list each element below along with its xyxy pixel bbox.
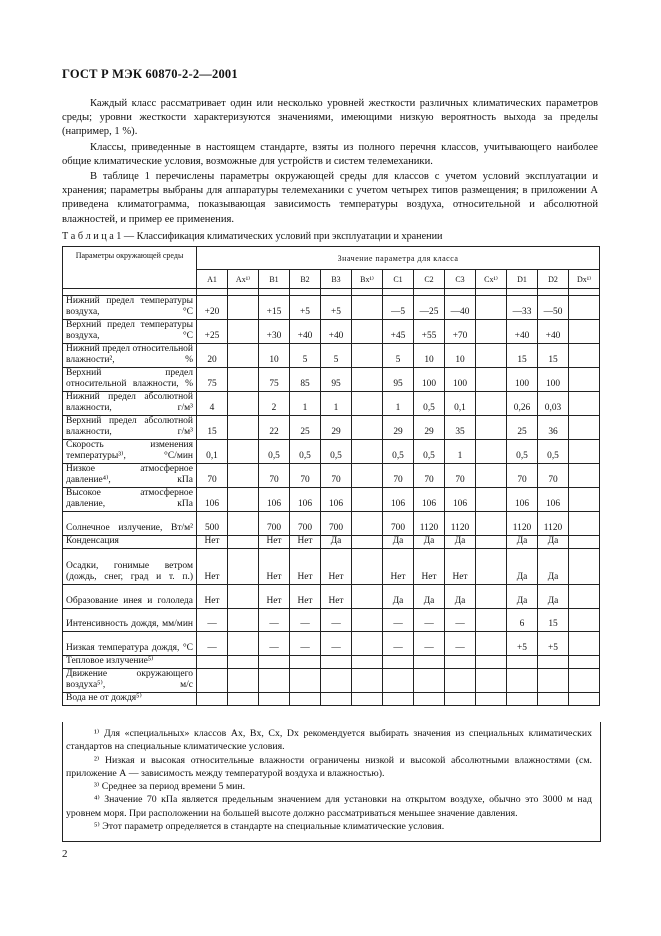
value-cell: Нет <box>321 549 352 585</box>
value-cell <box>290 693 321 706</box>
value-cell: — <box>259 609 290 632</box>
value-cell: Нет <box>197 536 228 549</box>
value-cell: 1120 <box>507 512 538 536</box>
value-cell: 1 <box>290 392 321 416</box>
value-cell: Да <box>383 585 414 609</box>
value-cell <box>228 669 259 693</box>
value-cell <box>569 585 600 609</box>
value-cell: 0,1 <box>445 392 476 416</box>
value-cell <box>383 693 414 706</box>
value-cell: Нет <box>445 549 476 585</box>
value-cell: — <box>414 632 445 656</box>
param-cell: Тепловое излучение⁵⁾ <box>63 656 197 669</box>
param-cell: Конденсация <box>63 536 197 549</box>
value-cell: 0,26 <box>507 392 538 416</box>
value-cell <box>228 392 259 416</box>
param-cell: Осадки, гонимые ветром (дождь, снег, град и т. п.) <box>63 549 197 585</box>
value-cell <box>507 656 538 669</box>
value-cell <box>383 669 414 693</box>
param-header: Параметры окружающей среды <box>63 247 197 289</box>
footnote: ²⁾ Низкая и высокая относительные влажности ограничены низкой и высокой абсолютными влажностями (см. приложение А — зависимость между температурой воздуха и влажностью). <box>66 754 592 779</box>
param-cell: Нижний предел относительной влажности², % <box>63 344 197 368</box>
value-cell: Да <box>538 536 569 549</box>
table-row <box>63 368 600 392</box>
value-cell <box>228 585 259 609</box>
value-cell <box>569 536 600 549</box>
value-cell <box>476 368 507 392</box>
value-cell: +70 <box>445 320 476 344</box>
class-column-header: Dx¹⁾ <box>569 270 600 289</box>
value-cell: 10 <box>414 344 445 368</box>
table-row <box>63 440 600 464</box>
value-cell: 70 <box>414 464 445 488</box>
value-cell: 1120 <box>538 512 569 536</box>
value-cell: 10 <box>259 344 290 368</box>
value-cell: 20 <box>197 344 228 368</box>
value-cell: +20 <box>197 296 228 320</box>
value-cell: Нет <box>290 585 321 609</box>
value-cell: 0,5 <box>321 440 352 464</box>
value-cell: — <box>445 632 476 656</box>
footnote: ³⁾ Среднее за период времени 5 мин. <box>94 781 246 793</box>
value-cell: +40 <box>538 320 569 344</box>
value-cell: Нет <box>290 549 321 585</box>
value-cell: 1120 <box>414 512 445 536</box>
class-column-header: B2 <box>290 270 321 289</box>
class-column-header: C3 <box>445 270 476 289</box>
value-cell <box>352 656 383 669</box>
param-cell: Верхний предел относительной влажности, % <box>63 368 197 392</box>
value-cell: Да <box>383 536 414 549</box>
value-cell: 70 <box>507 464 538 488</box>
value-cell <box>476 609 507 632</box>
value-cell: 0,5 <box>538 440 569 464</box>
value-cell: 36 <box>538 416 569 440</box>
value-cell: Нет <box>259 536 290 549</box>
value-cell <box>569 368 600 392</box>
class-column-header: Ax¹⁾ <box>228 270 259 289</box>
value-cell <box>569 669 600 693</box>
value-cell <box>352 609 383 632</box>
value-cell: +5 <box>321 296 352 320</box>
value-cell: — <box>290 609 321 632</box>
value-cell <box>228 693 259 706</box>
value-cell: — <box>290 632 321 656</box>
value-group-header: Значение параметра для класса <box>197 247 600 270</box>
value-cell <box>476 536 507 549</box>
value-cell <box>569 344 600 368</box>
value-cell <box>414 656 445 669</box>
param-cell: Высокое атмосферное давление, кПа <box>63 488 197 512</box>
value-cell <box>228 320 259 344</box>
param-cell: Скорость изменения температуры³⁾, °С/мин <box>63 440 197 464</box>
value-cell: 75 <box>197 368 228 392</box>
class-column-header: C2 <box>414 270 445 289</box>
value-cell: 5 <box>383 344 414 368</box>
value-cell: —25 <box>414 296 445 320</box>
value-cell <box>290 656 321 669</box>
value-cell <box>352 488 383 512</box>
class-column-header: A1 <box>197 270 228 289</box>
value-cell <box>507 693 538 706</box>
value-cell: +5 <box>538 632 569 656</box>
value-cell <box>569 656 600 669</box>
table-row <box>63 609 600 632</box>
value-cell <box>259 656 290 669</box>
value-cell <box>352 585 383 609</box>
value-cell: 25 <box>290 416 321 440</box>
param-cell: Низкая температура дождя, °С <box>63 632 197 656</box>
class-column-header: Cx¹⁾ <box>476 270 507 289</box>
value-cell: 70 <box>538 464 569 488</box>
value-cell <box>476 464 507 488</box>
value-cell <box>476 632 507 656</box>
value-cell <box>352 669 383 693</box>
value-cell: — <box>197 609 228 632</box>
value-cell <box>197 669 228 693</box>
class-column-header: D1 <box>507 270 538 289</box>
value-cell <box>507 669 538 693</box>
param-cell: Образование инея и гололеда <box>63 585 197 609</box>
table-row <box>63 656 600 669</box>
param-cell: Солнечное излучение, Вт/м² <box>63 512 197 536</box>
climate-table <box>62 246 600 706</box>
value-cell: Нет <box>197 585 228 609</box>
value-cell: — <box>383 632 414 656</box>
value-cell: Да <box>445 585 476 609</box>
value-cell: — <box>197 632 228 656</box>
value-cell: Нет <box>290 536 321 549</box>
value-cell: 5 <box>290 344 321 368</box>
value-cell: 75 <box>259 368 290 392</box>
value-cell <box>445 693 476 706</box>
value-cell: 0,5 <box>383 440 414 464</box>
footnote: ¹⁾ Для «специальных» классов Ax, Bx, Cx, Dx рекомендуется выбирать значения из специальных климатических стандартов на специальные климатические условия. <box>66 728 592 753</box>
value-cell: —40 <box>445 296 476 320</box>
value-cell <box>352 392 383 416</box>
value-cell: 15 <box>197 416 228 440</box>
value-cell <box>352 440 383 464</box>
value-cell <box>228 656 259 669</box>
value-cell: 1120 <box>445 512 476 536</box>
value-cell <box>290 669 321 693</box>
value-cell: —5 <box>383 296 414 320</box>
param-cell: Вода не от дождя⁵⁾ <box>63 693 197 706</box>
value-cell <box>228 440 259 464</box>
value-cell <box>476 656 507 669</box>
value-cell <box>569 440 600 464</box>
value-cell <box>414 669 445 693</box>
value-cell: 100 <box>445 368 476 392</box>
param-cell: Нижний предел абсолютной влажности, г/м³ <box>63 392 197 416</box>
class-column-header: B1 <box>259 270 290 289</box>
table-row <box>63 488 600 512</box>
value-cell: 106 <box>445 488 476 512</box>
value-cell: — <box>445 609 476 632</box>
value-cell <box>476 669 507 693</box>
value-cell: 0,5 <box>290 440 321 464</box>
value-cell <box>476 549 507 585</box>
value-cell: 1 <box>321 392 352 416</box>
value-cell <box>352 416 383 440</box>
param-cell: Верхний предел температуры воздуха, °С <box>63 320 197 344</box>
value-cell: Да <box>538 585 569 609</box>
table-row <box>63 416 600 440</box>
value-cell <box>352 296 383 320</box>
value-cell: Нет <box>259 585 290 609</box>
value-cell: Да <box>507 549 538 585</box>
value-cell: 500 <box>197 512 228 536</box>
value-cell: 70 <box>321 464 352 488</box>
table-row <box>63 392 600 416</box>
value-cell <box>383 656 414 669</box>
value-cell <box>569 464 600 488</box>
value-cell <box>476 392 507 416</box>
value-cell <box>352 512 383 536</box>
value-cell <box>259 693 290 706</box>
value-cell <box>476 440 507 464</box>
value-cell <box>569 512 600 536</box>
value-cell: 0,03 <box>538 392 569 416</box>
table-row <box>63 320 600 344</box>
value-cell: 0,1 <box>197 440 228 464</box>
param-cell: Нижний предел температуры воздуха, °С <box>63 296 197 320</box>
value-cell: Нет <box>414 549 445 585</box>
class-column-header: Bx¹⁾ <box>352 270 383 289</box>
value-cell: 0,5 <box>507 440 538 464</box>
value-cell <box>476 488 507 512</box>
value-cell <box>228 632 259 656</box>
value-cell <box>538 669 569 693</box>
value-cell <box>569 693 600 706</box>
value-cell: 1 <box>445 440 476 464</box>
value-cell: — <box>259 632 290 656</box>
value-cell <box>352 549 383 585</box>
value-cell <box>352 320 383 344</box>
value-cell: Нет <box>259 549 290 585</box>
value-cell: —33 <box>507 296 538 320</box>
value-cell <box>538 656 569 669</box>
value-cell: +30 <box>259 320 290 344</box>
value-cell: 70 <box>290 464 321 488</box>
value-cell: 106 <box>538 488 569 512</box>
value-cell: 95 <box>321 368 352 392</box>
value-cell: 106 <box>383 488 414 512</box>
value-cell <box>569 609 600 632</box>
value-cell <box>228 368 259 392</box>
value-cell: +5 <box>507 632 538 656</box>
value-cell: Да <box>445 536 476 549</box>
table-row <box>63 512 600 536</box>
footnote: ⁵⁾ Этот параметр определяется в стандарте на специальные климатические условия. <box>94 821 445 833</box>
value-cell: Нет <box>383 549 414 585</box>
table-row <box>63 344 600 368</box>
value-cell: 35 <box>445 416 476 440</box>
value-cell <box>445 656 476 669</box>
value-cell: 0,5 <box>414 392 445 416</box>
table-row <box>63 632 600 656</box>
value-cell <box>569 416 600 440</box>
value-cell <box>569 320 600 344</box>
paragraph: Каждый класс рассматривает один или несколько уровней жесткости различных климатических параметров среды; уровни жесткости характеризуются значениями, имеющими низкую вероятность выхода за пределы (например, 1 %). <box>62 98 598 138</box>
value-cell <box>476 416 507 440</box>
value-cell: 29 <box>321 416 352 440</box>
value-cell: 100 <box>538 368 569 392</box>
value-cell: 1 <box>383 392 414 416</box>
value-cell <box>445 669 476 693</box>
value-cell <box>228 549 259 585</box>
value-cell: 5 <box>321 344 352 368</box>
value-cell: +40 <box>321 320 352 344</box>
value-cell: 106 <box>197 488 228 512</box>
value-cell <box>228 512 259 536</box>
value-cell <box>321 693 352 706</box>
value-cell: 15 <box>538 344 569 368</box>
value-cell <box>538 693 569 706</box>
value-cell: 15 <box>538 609 569 632</box>
value-cell: 106 <box>321 488 352 512</box>
value-cell: 29 <box>383 416 414 440</box>
value-cell: 2 <box>259 392 290 416</box>
value-cell <box>352 344 383 368</box>
value-cell: +25 <box>197 320 228 344</box>
value-cell: 95 <box>383 368 414 392</box>
value-cell <box>569 296 600 320</box>
value-cell <box>321 669 352 693</box>
value-cell <box>476 693 507 706</box>
value-cell: 4 <box>197 392 228 416</box>
value-cell <box>569 632 600 656</box>
param-cell: Интенсивность дождя, мм/мин <box>63 609 197 632</box>
value-cell <box>259 669 290 693</box>
value-cell: 0,5 <box>259 440 290 464</box>
value-cell <box>352 368 383 392</box>
value-cell: — <box>321 632 352 656</box>
param-cell: Движение окружающего воздуха⁵⁾, м/с <box>63 669 197 693</box>
value-cell: 29 <box>414 416 445 440</box>
value-cell <box>352 632 383 656</box>
class-column-header: B3 <box>321 270 352 289</box>
value-cell: 106 <box>290 488 321 512</box>
value-cell <box>569 549 600 585</box>
value-cell: 700 <box>321 512 352 536</box>
value-cell: Да <box>507 536 538 549</box>
value-cell <box>197 693 228 706</box>
value-cell <box>228 464 259 488</box>
value-cell <box>569 488 600 512</box>
value-cell: Нет <box>321 585 352 609</box>
class-column-header: D2 <box>538 270 569 289</box>
value-cell: Да <box>538 549 569 585</box>
footnote: ⁴⁾ Значение 70 кПа является предельным значением для установки на открытом воздухе, обычно это 3000 м над уровнем моря. При расположении на большей высоте должно рассматриваться меньшее значение давления. <box>66 794 592 819</box>
value-cell: 100 <box>414 368 445 392</box>
value-cell <box>352 464 383 488</box>
value-cell: 700 <box>259 512 290 536</box>
footnotes <box>66 727 592 833</box>
table-row <box>63 693 600 706</box>
value-cell: Да <box>507 585 538 609</box>
value-cell: Да <box>414 536 445 549</box>
document-header: ГОСТ Р МЭК 60870-2-2—2001 <box>62 67 238 81</box>
value-cell: Да <box>414 585 445 609</box>
value-cell: 70 <box>445 464 476 488</box>
value-cell <box>228 416 259 440</box>
value-cell <box>414 693 445 706</box>
value-cell <box>476 344 507 368</box>
value-cell <box>476 320 507 344</box>
class-column-header: C1 <box>383 270 414 289</box>
value-cell: +40 <box>290 320 321 344</box>
table-row <box>63 536 600 549</box>
value-cell: 700 <box>383 512 414 536</box>
value-cell: 70 <box>259 464 290 488</box>
value-cell <box>228 344 259 368</box>
value-cell: 85 <box>290 368 321 392</box>
value-cell <box>352 536 383 549</box>
table-row <box>63 585 600 609</box>
value-cell: +55 <box>414 320 445 344</box>
value-cell: 700 <box>290 512 321 536</box>
value-cell <box>228 536 259 549</box>
table-row <box>63 464 600 488</box>
value-cell <box>321 656 352 669</box>
table-caption: Т а б л и ц а 1 — Классификация климатических условий при эксплуатации и хранении <box>62 231 443 242</box>
table-row <box>63 296 600 320</box>
value-cell: 70 <box>383 464 414 488</box>
value-cell <box>197 656 228 669</box>
value-cell: 100 <box>507 368 538 392</box>
value-cell: — <box>321 609 352 632</box>
value-cell <box>228 296 259 320</box>
value-cell: 106 <box>414 488 445 512</box>
value-cell: Да <box>321 536 352 549</box>
param-cell: Низкое атмосферное давление⁴⁾, кПа <box>63 464 197 488</box>
value-cell <box>352 693 383 706</box>
page-number: 2 <box>62 848 68 860</box>
value-cell: +15 <box>259 296 290 320</box>
value-cell <box>476 296 507 320</box>
value-cell <box>476 585 507 609</box>
value-cell <box>228 488 259 512</box>
value-cell: 70 <box>197 464 228 488</box>
value-cell: — <box>414 609 445 632</box>
body-text <box>62 97 598 228</box>
value-cell: 106 <box>259 488 290 512</box>
value-cell <box>569 392 600 416</box>
paragraph: Классы, приведенные в настоящем стандарте, взяты из полного перечня классов, учитывающего наиболее общие климатические условия, возможные для устройств и систем телемеханики. <box>62 141 598 167</box>
value-cell: 25 <box>507 416 538 440</box>
value-cell: 15 <box>507 344 538 368</box>
value-cell: +5 <box>290 296 321 320</box>
value-cell: —50 <box>538 296 569 320</box>
value-cell <box>476 512 507 536</box>
value-cell <box>228 609 259 632</box>
value-cell: 106 <box>507 488 538 512</box>
value-cell: 6 <box>507 609 538 632</box>
table-row <box>63 669 600 693</box>
paragraph: В таблице 1 перечислены параметры окружающей среды для классов с учетом условий эксплуатации и хранения; параметры выбраны для аппаратуры телемеханики с учетом четырех типов размещения; в приложении А приведена климатограмма, показывающая зависимость температуры воздуха, относительной и абсолютной влажностей, и пример ее применения. <box>62 171 598 225</box>
table-row <box>63 549 600 585</box>
value-cell: +40 <box>507 320 538 344</box>
value-cell: +45 <box>383 320 414 344</box>
value-cell: 10 <box>445 344 476 368</box>
value-cell: — <box>383 609 414 632</box>
value-cell: 22 <box>259 416 290 440</box>
value-cell: 0,5 <box>414 440 445 464</box>
value-cell: Нет <box>197 549 228 585</box>
param-cell: Верхний предел абсолютной влажности, г/м³ <box>63 416 197 440</box>
